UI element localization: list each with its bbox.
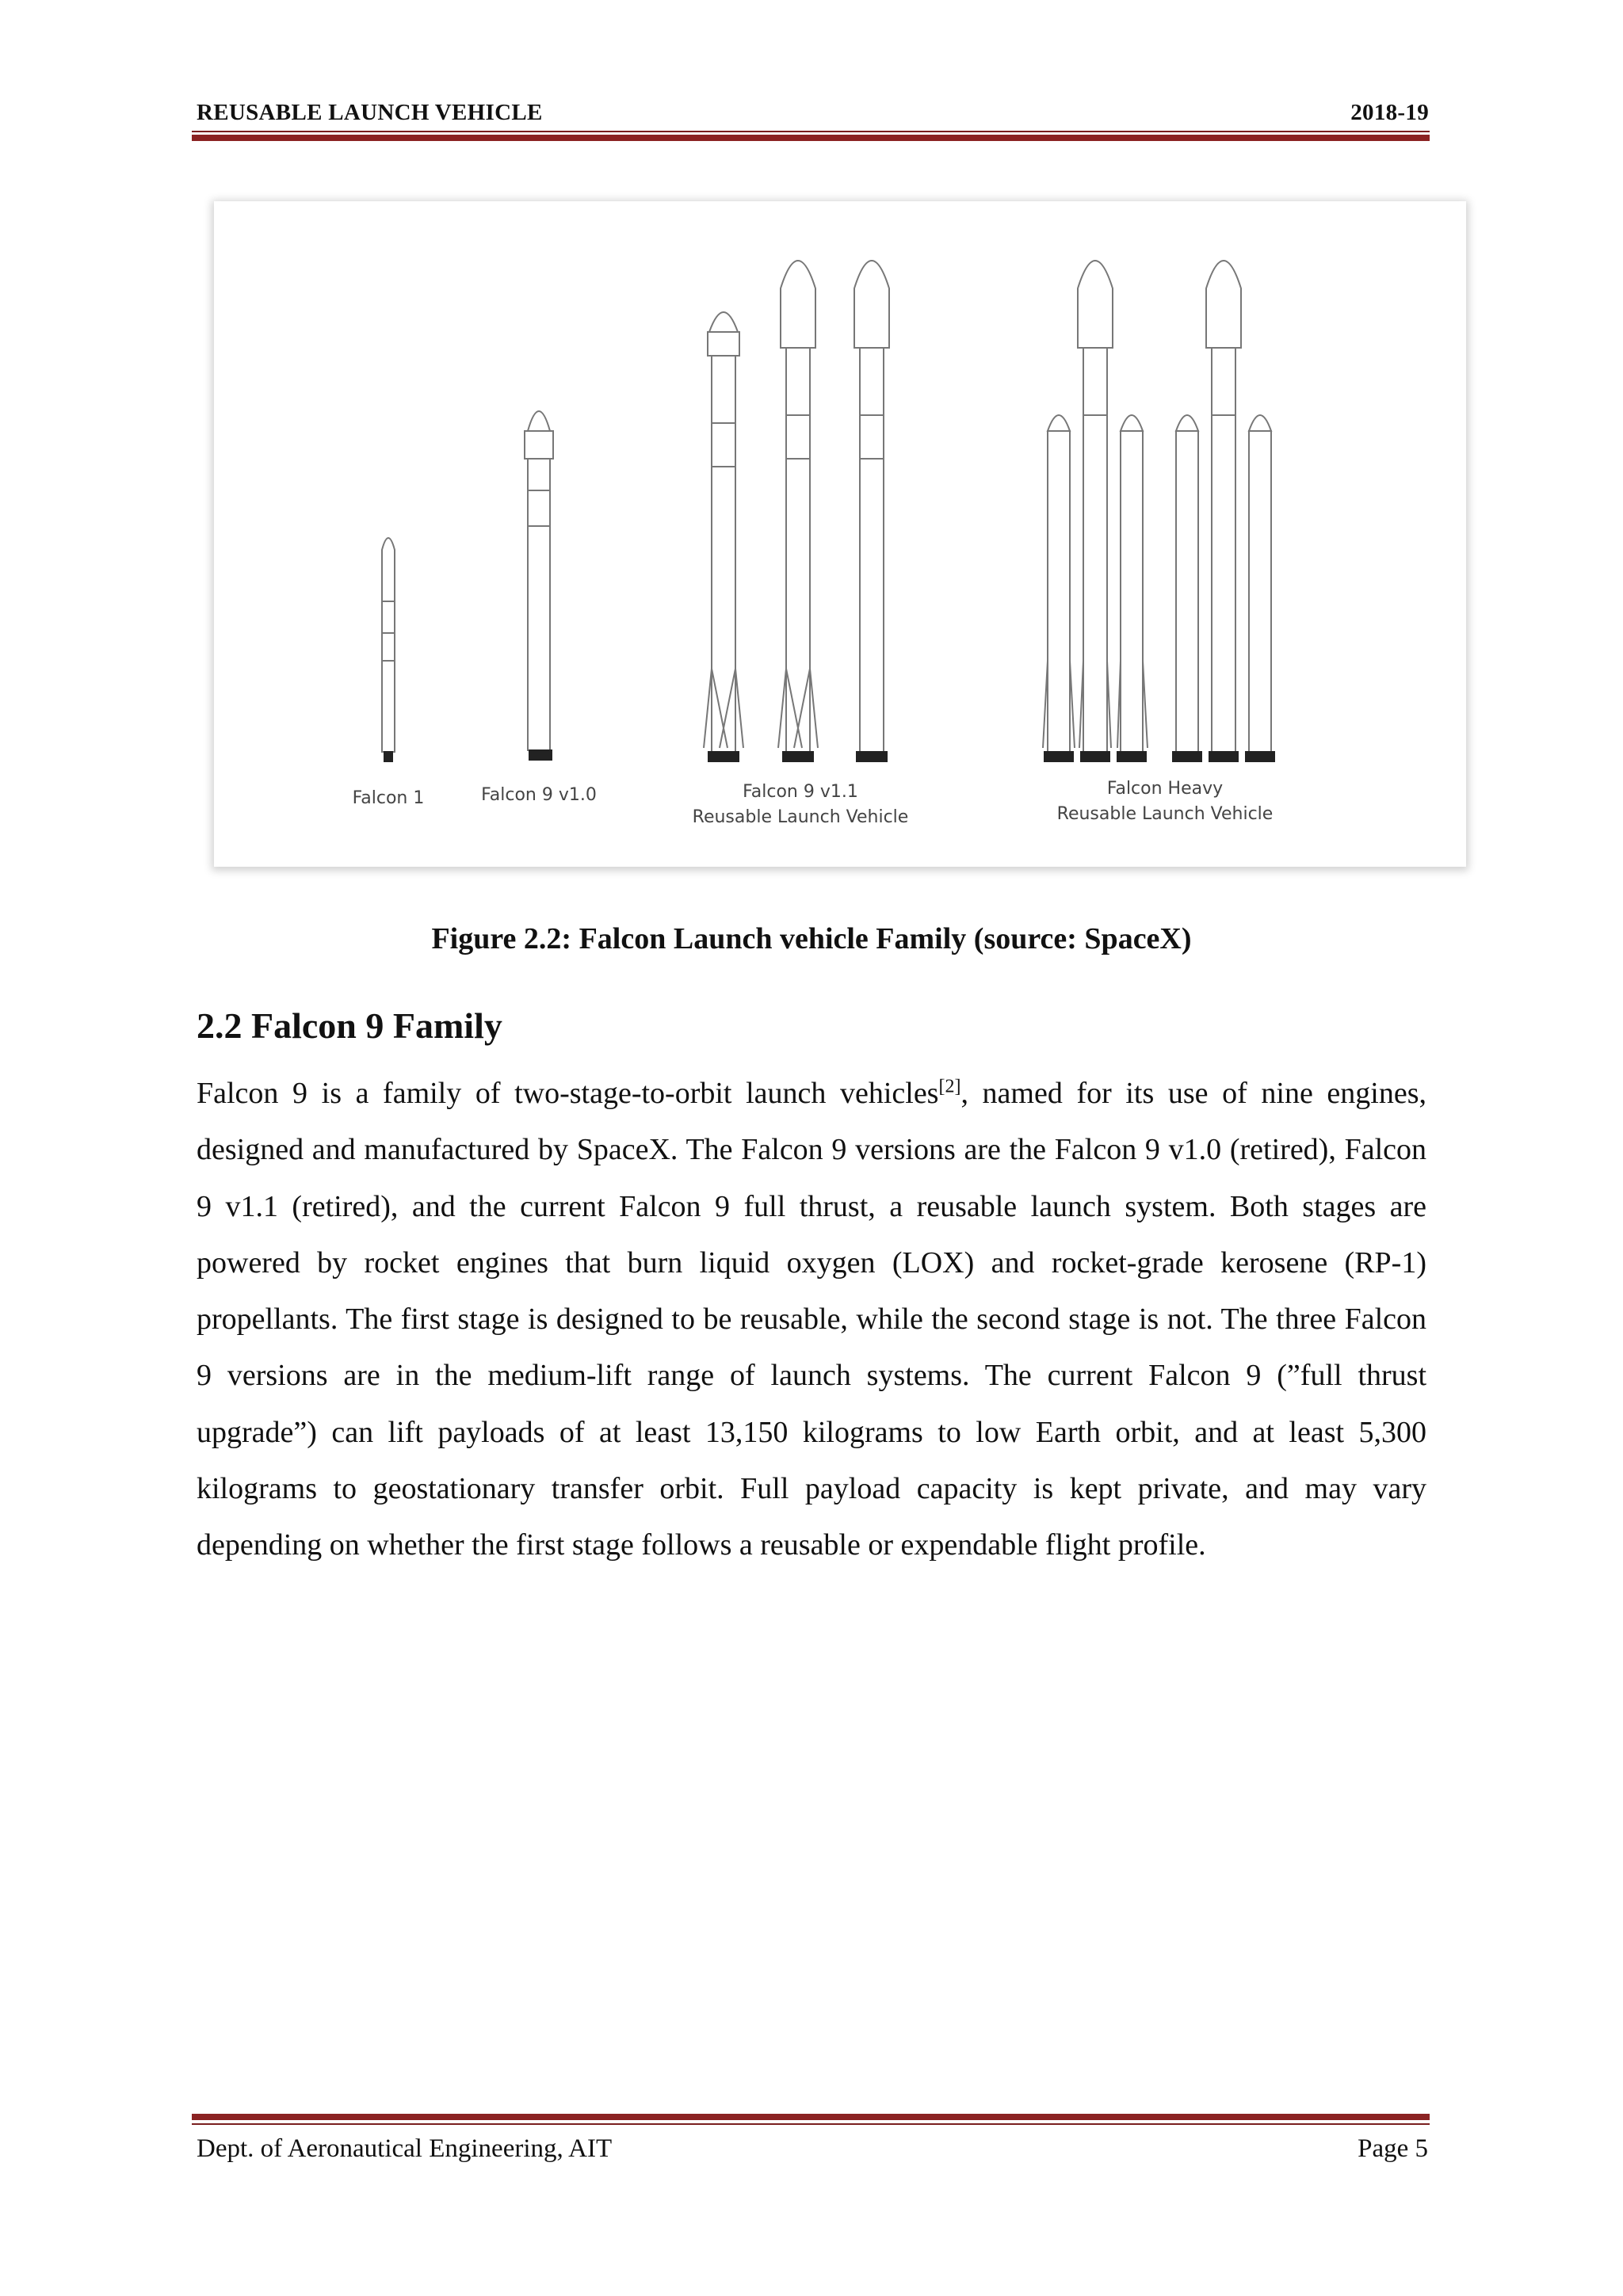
- falcon-9-v11-rocket-c: [854, 261, 889, 761]
- falcon-9-v11-rocket-a: [704, 312, 743, 761]
- header-rule-thin: [192, 131, 1430, 132]
- falcon-1-rocket: [382, 538, 395, 761]
- header-rule-thick: [192, 135, 1430, 141]
- falcon-9-v10-rocket: [525, 411, 553, 760]
- footer-page-number: Page 5: [1358, 2134, 1428, 2163]
- body-paragraph: [197, 1066, 1426, 1574]
- header-title: REUSABLE LAUNCH VEHICLE: [197, 100, 543, 125]
- label-falcon-9-v10: Falcon 9 v1.0: [481, 785, 597, 805]
- figure-caption: Figure 2.2: Falcon Launch vehicle Family (source: SpaceX): [431, 922, 1192, 955]
- rocket-family-illustration: [214, 201, 1466, 867]
- footer-rule-thin: [192, 2123, 1430, 2125]
- label-falcon-9-v11: Falcon 9 v1.1: [743, 782, 858, 802]
- paragraph-text-b: , named for its use of nine engines, designed and manufactured by SpaceX. The Falcon 9 versions are the Falcon 9 v1.0 (retired), Falcon 9 v1.1 (retired), and the current Falcon 9 full thrust, a reusable launch system. Both stages are powered by rocket engines that burn liquid oxygen (LOX) and rocket-grade kerosene (RP-1) propellants. The first stage is designed to be reusable, while the second stage is not. The three Falcon 9 versions are in the medium-lift range of launch systems. The current Falcon 9 (”full thrust upgrade”) can lift payloads of at least 13,150 kilograms to low Earth orbit, and at least 5,300 kilograms to geostationary transfer orbit. Full payload capacity is kept private, and may vary depending on whether the first stage follows a reusable or expendable flight profile.: [197, 1077, 1426, 1562]
- paragraph-text-a: Falcon 9 is a family of two-stage-to-orbit launch vehicles: [197, 1077, 939, 1110]
- falcon-heavy-rocket-a: [1043, 261, 1148, 761]
- label-falcon-heavy-sub: Reusable Launch Vehicle: [1056, 804, 1274, 824]
- falcon-heavy-rocket-b: [1173, 261, 1274, 761]
- section-heading: 2.2 Falcon 9 Family: [197, 1005, 502, 1046]
- footer-rule-thick: [192, 2114, 1430, 2120]
- citation-ref: [2]: [938, 1076, 961, 1097]
- label-falcon-heavy: Falcon Heavy: [1106, 779, 1224, 799]
- footer-department: Dept. of Aeronautical Engineering, AIT: [197, 2134, 613, 2163]
- label-falcon-1: Falcon 1: [352, 788, 425, 808]
- figure-falcon-family: [214, 201, 1466, 867]
- falcon-9-v11-rocket-b: [778, 261, 818, 761]
- label-falcon-9-v11-sub: Reusable Launch Vehicle: [692, 807, 909, 827]
- header-year: 2018-19: [1350, 100, 1429, 125]
